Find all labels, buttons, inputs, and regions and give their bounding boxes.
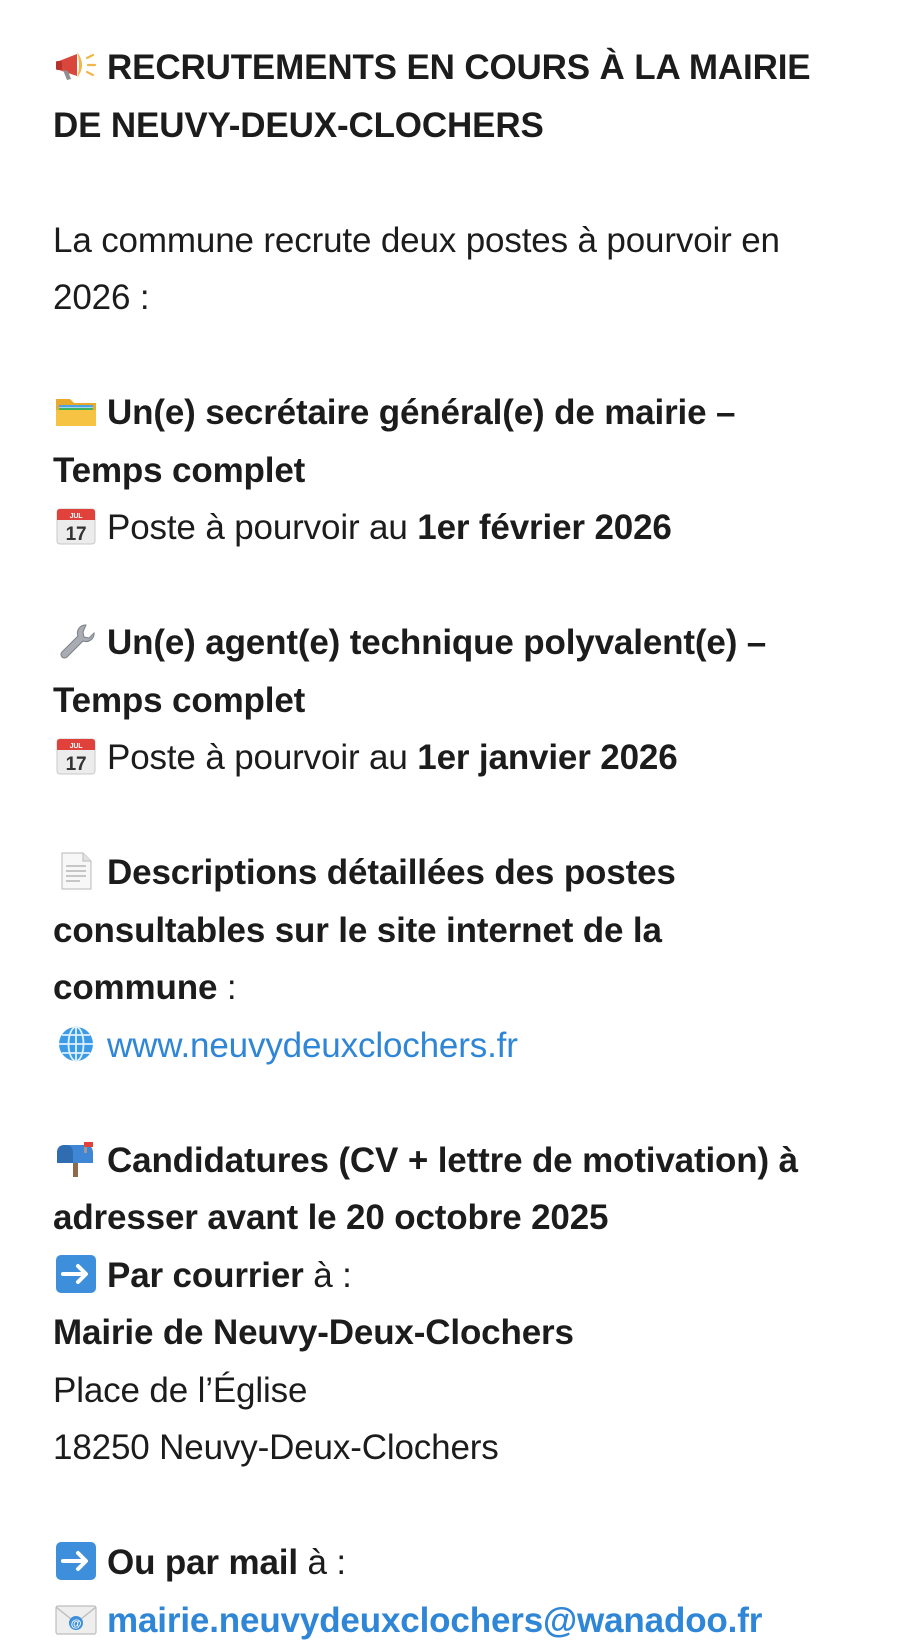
applications-text-1: Candidatures (CV + lettre de motivation) à [107, 1140, 798, 1180]
address-city: 18250 Neuvy-Deux-Clochers [53, 1428, 499, 1467]
job-2-title-line-1 [53, 614, 860, 672]
arrow-right-icon [53, 1254, 99, 1294]
svg-text:17: 17 [65, 524, 87, 545]
website-link[interactable]: www.neuvydeuxclochers.fr [107, 1025, 518, 1065]
job-1-date-line [53, 499, 860, 557]
descriptions-suffix: : [217, 968, 237, 1007]
svg-text:@: @ [70, 1617, 82, 1630]
descriptions-text-3: commune [53, 968, 218, 1007]
applications-line-2: adresser avant le 20 octobre 2025 [53, 1198, 609, 1237]
mail-method-label: Ou par mail [107, 1543, 298, 1582]
intro-line-1: La commune recrute deux postes à pourvoir en [53, 220, 780, 260]
job-2-title-line-2: Temps complet [53, 680, 306, 720]
job-2-title-text-1: Un(e) agent(e) technique polyvalent(e) – [107, 623, 767, 662]
mail-method-suffix: à : [297, 1543, 346, 1582]
address-street: Place de l’Église [53, 1370, 308, 1410]
job-1-title-line-1 [53, 384, 860, 442]
wrench-icon [53, 621, 99, 661]
descriptions-line-2: consultables sur le site internet de la [53, 910, 662, 950]
arrow-right-icon [53, 1541, 99, 1581]
job-1-date-prefix: Poste à pourvoir au [107, 508, 418, 547]
mail-method-line [53, 1534, 860, 1592]
post-method-suffix: à : [303, 1255, 352, 1295]
job-2-date: 1er janvier 2026 [417, 738, 678, 777]
megaphone-icon [53, 46, 99, 86]
email-line [53, 1592, 860, 1650]
calendar-icon [53, 506, 99, 546]
envelope-icon [53, 1599, 99, 1639]
job-1-title-line-2: Temps complet [53, 450, 306, 490]
post-title-line-2: DE NEUVY-DEUX-CLOCHERS [53, 105, 544, 145]
applications-line-1 [53, 1132, 860, 1190]
page-icon [53, 851, 99, 891]
globe-icon [53, 1024, 99, 1064]
descriptions-line-3 [53, 959, 860, 1017]
svg-text:JUL: JUL [69, 513, 83, 520]
mailbox-icon [53, 1139, 99, 1179]
job-1-title-text-1: Un(e) secrétaire général(e) de mairie – [107, 393, 736, 432]
job-2-date-line [53, 729, 860, 787]
calendar-icon [53, 736, 99, 776]
job-2-date-prefix: Poste à pourvoir au [107, 738, 418, 777]
website-line [53, 1017, 860, 1075]
job-1-date: 1er février 2026 [417, 508, 672, 547]
svg-text:17: 17 [65, 754, 87, 775]
post-method-line [53, 1247, 860, 1305]
post-method-label: Par courrier [107, 1255, 304, 1295]
email-link[interactable]: mairie.neuvydeuxclochers@wanadoo.fr [107, 1600, 763, 1640]
post-title-line-1 [53, 39, 860, 97]
intro-line-2: 2026 : [53, 278, 150, 317]
post-title-text-1: RECRUTEMENTS EN COURS À LA MAIRIE [107, 48, 811, 87]
descriptions-text-1: Descriptions détaillées des postes [107, 853, 676, 892]
svg-text:JUL: JUL [69, 743, 83, 750]
address-name: Mairie de Neuvy-Deux-Clochers [53, 1313, 574, 1352]
folder-icon [53, 391, 99, 431]
descriptions-line-1 [53, 844, 860, 902]
